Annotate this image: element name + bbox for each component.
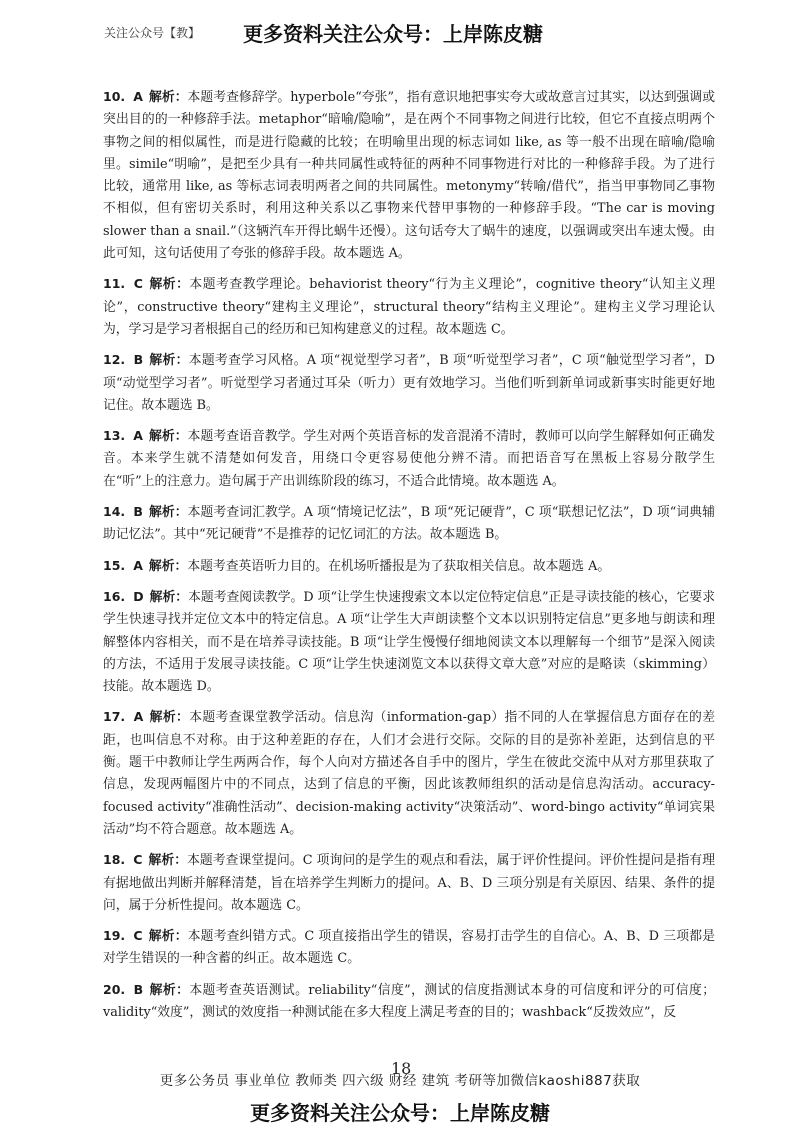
explanation-item <box>103 86 715 265</box>
answer-letter: A <box>133 557 143 573</box>
question-number: 19. <box>103 928 126 944</box>
question-number: 14. <box>103 504 126 520</box>
question-number: 12. <box>103 352 126 368</box>
analysis-label: 解析： <box>149 710 190 726</box>
answer-letter: A <box>133 89 143 104</box>
explanation-text: 本题考查课堂教学活动。信息沟（information-gap）指不同的人在掌握信息方面存在的差距，也叫信息不对称。由于这种差距的存在，人们才会进行交际。交际的目的是弥补差距，达到信息的平衡。题干中教师让学生两两合作，每个人向对方描述各自手中的图片，学生在彼此交流中从对方那里获取了信息，发现两幅图片中的不同点，达到了信息的平衡，因此该教师组织的活动是信息沟活动。accuracy-focused activity“准确性活动”、decision-making activity“决策活动”、word-bingo activity“单词宾果活动”均不符合题意。故本题选 A。 <box>103 710 715 837</box>
explanation-item <box>103 425 715 493</box>
answer-letter: B <box>133 352 144 368</box>
footer-title: 更多资料关注公众号：上岸陈皮糖 <box>250 1101 550 1125</box>
analysis-label: 解析： <box>148 929 188 945</box>
analysis-label: 解析： <box>148 90 188 105</box>
question-number: 17. <box>103 709 126 725</box>
answer-letter: D <box>133 588 144 604</box>
explanation-text: 本题考查修辞学。hyperbole“夸张”，指有意识地把事实夸大或故意言过其实，以达到强调或突出目的的一种修辞手法。metaphor“暗喻/隐喻”，是在两个不同事物之间进行比较，但它不直接点明两个事物之间的相似属性，而是进行隐藏的比较；在明喻里出现的标志词如 like, as 等一般不出现在暗喻/隐喻里。simile“明喻”，是把至少具有一种共同属性或特征的两种不同事物进行对比的一种修辞手段。为了进行比较，通常用 like, as 等标志词表明两者之间的共同属性。metonymy“转喻/借代”，指当甲事物同乙事物不相似，但有密切关系时，利用这种关系以乙事物来代替甲事物的一种修辞手段。“The car is moving slower than a snail.”（这辆汽车开得比蜗牛还慢）。这句话夸大了蜗牛的速度，以强调或突出车速太慢。由此可知，这句话使用了夸张的修辞手段。故本题选 A。 <box>103 90 716 262</box>
answer-explanations <box>103 86 715 1032</box>
explanation-text: 本题考查阅读教学。D 项“让学生快速搜索文本以定位特定信息”正是寻读技能的核心，它要求学生快速寻找并定位文本中的特定信息。A 项“让学生大声朗读整个文本以识别特定信息”更多地与朗读和理解整体内容相关，而不是在培养寻读技能。B 项“让学生慢慢仔细地阅读文本以理解每一个细节”是深入阅读的方法，不适用于发展寻读技能。C 项“让学生快速浏览文本以获得文章大意”对应的是略读（skimming）技能。故本题选 D。 <box>103 589 716 695</box>
explanation-text: 本题考查词汇教学。A 项“情境记忆法”，B 项“死记硬背”，C 项“联想记忆法”，D 项“词典辅助记忆法”。其中“死记硬背”不是推荐的记忆词汇的方法。故本题选 B。 <box>103 505 715 543</box>
answer-letter: C <box>133 852 143 868</box>
question-number: 11. <box>103 276 126 292</box>
question-number: 20. <box>103 981 126 997</box>
question-number: 18. <box>103 852 126 868</box>
explanation-item <box>103 925 715 971</box>
header-small-text: 关注公众号【教】 <box>104 26 201 40</box>
explanation-item <box>103 349 715 417</box>
footer-note: 更多公务员 事业单位 教师类 四六级 财经 建筑 考研等加微信kaoshi887获取 <box>159 1073 641 1089</box>
answer-letter: B <box>133 981 144 997</box>
page-number: 18 <box>391 1059 412 1078</box>
analysis-label: 解析： <box>148 853 188 869</box>
answer-letter: B <box>133 504 143 520</box>
explanation-text: 本题考查学习风格。A 项“视觉型学习者”，B 项“听觉型学习者”，C 项“触觉型学习者”，D 项“动觉型学习者”。听觉型学习者通过耳朵（听力）更有效地学习。当他们听到新单词或新事实时能更好地记住。故本题选 B。 <box>103 353 716 413</box>
explanation-item <box>103 706 715 841</box>
question-number: 15. <box>103 557 126 573</box>
question-number: 10. <box>103 89 126 104</box>
explanation-item <box>103 273 715 341</box>
answer-letter: C <box>133 276 143 292</box>
question-number: 13. <box>103 428 126 444</box>
explanation-text: 本题考查语音教学。学生对两个英语音标的发音混淆不清时，教师可以向学生解释如何正确发音。本来学生就不清楚如何发音，用绕口令更容易使他分辨不清。而把语音写在黑板上容易分散学生在“听”上的注意力。造句属于产出训练阶段的练习，不适合此情境。故本题选 A。 <box>103 429 716 489</box>
analysis-label: 解析： <box>149 589 189 605</box>
explanation-text: 本题考查课堂提问。C 项询问的是学生的观点和看法，属于评价性提问。评价性提问是指有理有据地做出判断并解释清楚，旨在培养学生判断力的提问。A、B、D 三项分别是有关原因、结果、条件的提问，属于分析性提问。故本题选 C。 <box>103 853 715 913</box>
analysis-label: 解析： <box>148 505 188 521</box>
explanation-item <box>103 849 715 917</box>
explanation-text: 本题考查教学理论。behaviorist theory“行为主义理论”，cognitive theory“认知主义理论”，constructive theory“建构主义理论”，structural theory“结构主义理论”。建构主义学习理论认为，学习是学习者根据自己的经历和已知构建意义的过程。故本题选 C。 <box>103 277 715 337</box>
explanation-text: 本题考查英语听力目的。在机场听播报是为了获取相关信息。故本题选 A。 <box>187 558 611 574</box>
explanation-item <box>103 586 715 698</box>
analysis-label: 解析： <box>148 277 190 293</box>
analysis-label: 解析： <box>149 353 189 369</box>
explanation-text: 本题考查纠错方式。C 项直接指出学生的错误，容易打击学生的自信心。A、B、D 三项都是对学生错误的一种含蓄的纠正。故本题选 C。 <box>103 929 715 967</box>
question-number: 16. <box>103 588 126 604</box>
explanation-item <box>103 555 715 578</box>
answer-letter: C <box>133 928 143 944</box>
answer-letter: A <box>133 428 143 444</box>
explanation-item <box>103 979 715 1025</box>
analysis-label: 解析： <box>148 429 188 445</box>
explanation-item <box>103 501 715 547</box>
header-title: 更多资料关注公众号：上岸陈皮糖 <box>243 22 543 46</box>
explanation-text: 本题考查英语测试。reliability“信度”，测试的信度指测试本身的可信度和评分的可信度；validity“效度”，测试的效度指一种测试能在多大程度上满足考查的目的；washback“反拨效应”，反 <box>103 982 716 1020</box>
analysis-label: 解析： <box>148 558 188 574</box>
analysis-label: 解析： <box>149 982 190 998</box>
answer-letter: A <box>133 709 144 725</box>
